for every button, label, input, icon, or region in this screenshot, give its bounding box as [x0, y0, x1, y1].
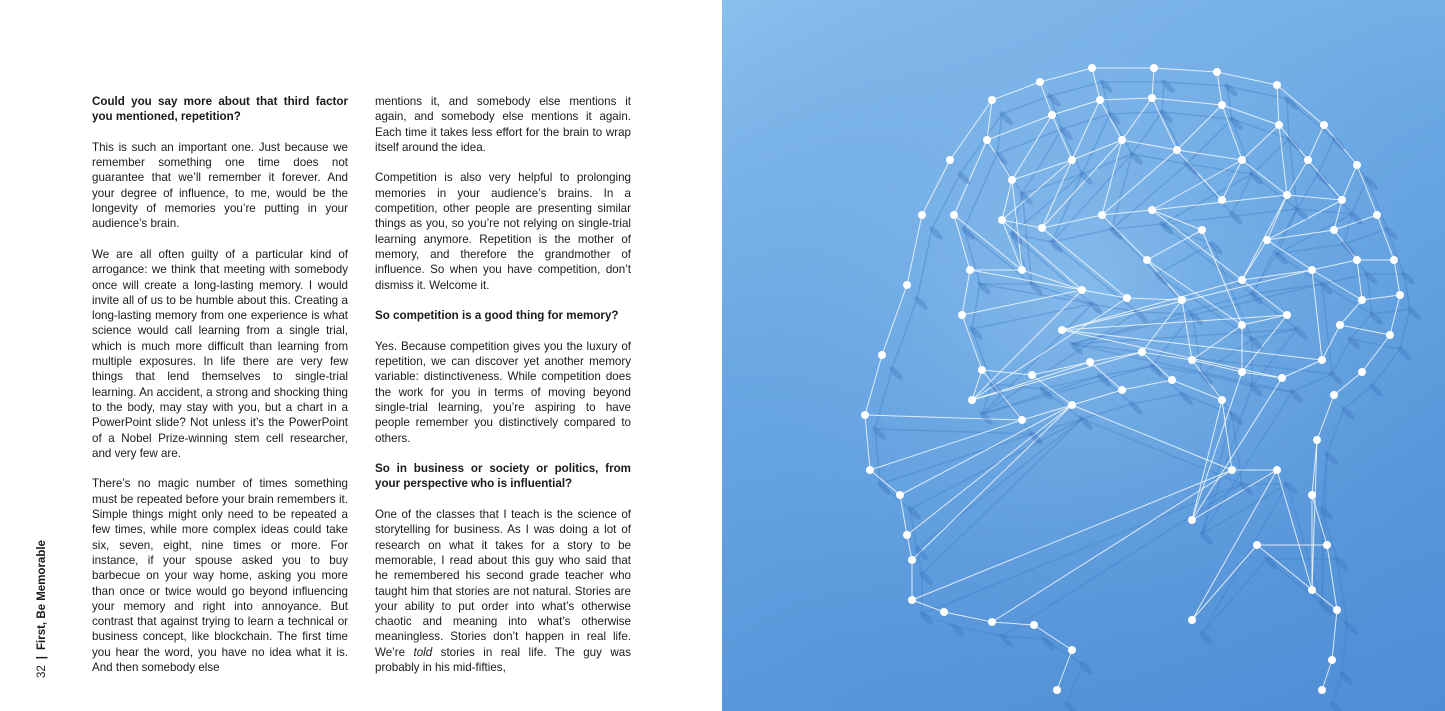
pin [1118, 386, 1126, 394]
pin [1008, 176, 1016, 184]
pin [1318, 686, 1326, 694]
pin [1396, 291, 1404, 299]
pin [1213, 68, 1221, 76]
pin [1358, 368, 1366, 376]
page-number: 32 [36, 665, 48, 678]
pin [1150, 64, 1158, 72]
pin [946, 156, 954, 164]
body-paragraph: Competition is also very helpful to prolonging memories in your audience’s brains. In a competition, other people are presenting similar things as you, so you’re not relying on single-trial learning anymore. Repetition is the mother of memory, and therefore the grandmother of influence. So when you have competition, don’t dismiss it. Welcome it. [375, 171, 631, 292]
separator: | [36, 655, 48, 660]
pin [1173, 146, 1181, 154]
pin [896, 491, 904, 499]
pin [1318, 356, 1326, 364]
pin [1123, 294, 1131, 302]
pin [1308, 266, 1316, 274]
pin [866, 466, 874, 474]
pin [1188, 356, 1196, 364]
pin [1308, 491, 1316, 499]
pin [950, 211, 958, 219]
pin [1118, 136, 1126, 144]
pin [1036, 78, 1044, 86]
body-paragraph: Yes. Because competition gives you the luxury of repetition, we can discover yet another memory variable: distinctiveness. While competition does the work for you in terms of moving beyond single-trial learning, you’re aspiring to have people remember you distinctively compared to others. [375, 339, 631, 445]
pin [988, 96, 996, 104]
pin [966, 266, 974, 274]
pin [1088, 64, 1096, 72]
pin [1283, 191, 1291, 199]
pin [978, 366, 986, 374]
pin [1058, 326, 1066, 334]
pin [1218, 101, 1226, 109]
pin [1086, 358, 1094, 366]
text-column-1 [92, 94, 348, 691]
chapter-title: First, Be Memorable [36, 540, 48, 650]
pin [908, 556, 916, 564]
pin [1238, 276, 1246, 284]
pin [940, 608, 948, 616]
pin [1304, 156, 1312, 164]
pin [1238, 321, 1246, 329]
body-paragraph: mentions it, and somebody else mentions it again, and somebody else mentions it again. Each time it takes less effort for the brain to wrap itself around the idea. [375, 95, 631, 154]
pin [1353, 256, 1361, 264]
interview-question: So competition is a good thing for memory? [375, 309, 619, 323]
illustration-page [722, 0, 1445, 711]
pin [1338, 196, 1346, 204]
pin [1018, 266, 1026, 274]
body-paragraph [375, 507, 631, 675]
pin [1330, 226, 1338, 234]
pin [1328, 656, 1336, 664]
pin [1068, 156, 1076, 164]
pin [1198, 226, 1206, 234]
pin [1098, 211, 1106, 219]
pin [1333, 606, 1341, 614]
pin [908, 596, 916, 604]
text-run: stories in real life. The guy was probably in his mid-fifties, [375, 645, 631, 674]
left-page [0, 0, 722, 711]
pin [1148, 206, 1156, 214]
pin [1238, 368, 1246, 376]
pin [1068, 401, 1076, 409]
pin [958, 311, 966, 319]
body-paragraph: There’s no magic number of times something must be repeated before your brain remembers it. Simple things might only need to be repeated a few times, while more complex ideas could take six, seven, eight, nine times or more. For instance, if your spouse asked you to buy barbecue on your way home, asking you more than once or twice would go beyond influencing your memory and right into annoyance. But contrast that against trying to learn a technical or business concept, like blockchain. The first time you hear the word, you have no idea what it is. And then somebody else [92, 477, 348, 674]
pin [1353, 161, 1361, 169]
pin [1273, 466, 1281, 474]
pin [1386, 331, 1394, 339]
text-run: One of the classes that I teach is the science of storytelling for business. As I was doing a lot of research on what it takes for a story to be memorable, I read about this guy who said that he remembered his second grade teacher who taught him that stories are not natural. Stories are your ability to put order into what’s otherwise chaotic and meaning into what’s otherwise meaningless. Stories don’t happen in real life. We’re [375, 508, 631, 659]
pin [1358, 296, 1366, 304]
pin [1188, 516, 1196, 524]
pin [1275, 121, 1283, 129]
pin [1313, 436, 1321, 444]
pin [903, 531, 911, 539]
pin [1273, 81, 1281, 89]
pin [1178, 296, 1186, 304]
pin [1048, 111, 1056, 119]
string-art-head-illustration [722, 0, 1445, 711]
pin [918, 211, 926, 219]
pin [903, 281, 911, 289]
pin [998, 216, 1006, 224]
pin [1030, 621, 1038, 629]
pin [1053, 686, 1061, 694]
pin [988, 618, 996, 626]
pin [1320, 121, 1328, 129]
pin [1308, 586, 1316, 594]
pin [968, 396, 976, 404]
pin [1373, 211, 1381, 219]
pin [1283, 311, 1291, 319]
pin [1238, 156, 1246, 164]
pin [1168, 376, 1176, 384]
emphasized-word: told [413, 645, 433, 659]
pin [1218, 196, 1226, 204]
pin [1148, 94, 1156, 102]
pin [1188, 616, 1196, 624]
interview-question: Could you say more about that third factor you mentioned, repetition? [92, 95, 348, 124]
pin [1263, 236, 1271, 244]
pin [1096, 96, 1104, 104]
pin [1218, 396, 1226, 404]
pin [1390, 256, 1398, 264]
pin [1068, 646, 1076, 654]
pin [1336, 321, 1344, 329]
body-paragraph: This is such an important one. Just because we remember something one time does not guarantee that we’ll remember it forever. And your degree of influence, to me, would be the longevity of memories you’re putting in your audience’s brain. [92, 140, 348, 231]
pin [1018, 416, 1026, 424]
pin [1078, 286, 1086, 294]
pin [1330, 391, 1338, 399]
pin [1038, 224, 1046, 232]
pin [1278, 374, 1286, 382]
body-paragraph: We are all often guilty of a particular kind of arrogance: we think that meeting with somebody once will create a long-lasting memory. I would invite all of us to be humble about this. Creating a long-lasting memory from one experience is what science would call learning from a single trial, which is much more difficult than learning from multiple exposures. In life there are very few things that lend themselves to single-trial learning. An accident, a strong and shocking thing to the body, may stay with you, but a chart in a PowerPoint slide? Not unless it’s the PowerPoint of a Nobel Prize-winning stem cell researcher, and very few are. [92, 247, 348, 460]
pin [878, 351, 886, 359]
running-footer [28, 540, 58, 680]
pin [861, 411, 869, 419]
pin [1138, 348, 1146, 356]
pin [1143, 256, 1151, 264]
pin [1228, 466, 1236, 474]
pin [983, 136, 991, 144]
pin [1323, 541, 1331, 549]
pin [1028, 371, 1036, 379]
interview-question: So in business or society or politics, from your perspective who is influential? [375, 462, 631, 491]
text-column-2 [375, 94, 631, 691]
pin [1253, 541, 1261, 549]
